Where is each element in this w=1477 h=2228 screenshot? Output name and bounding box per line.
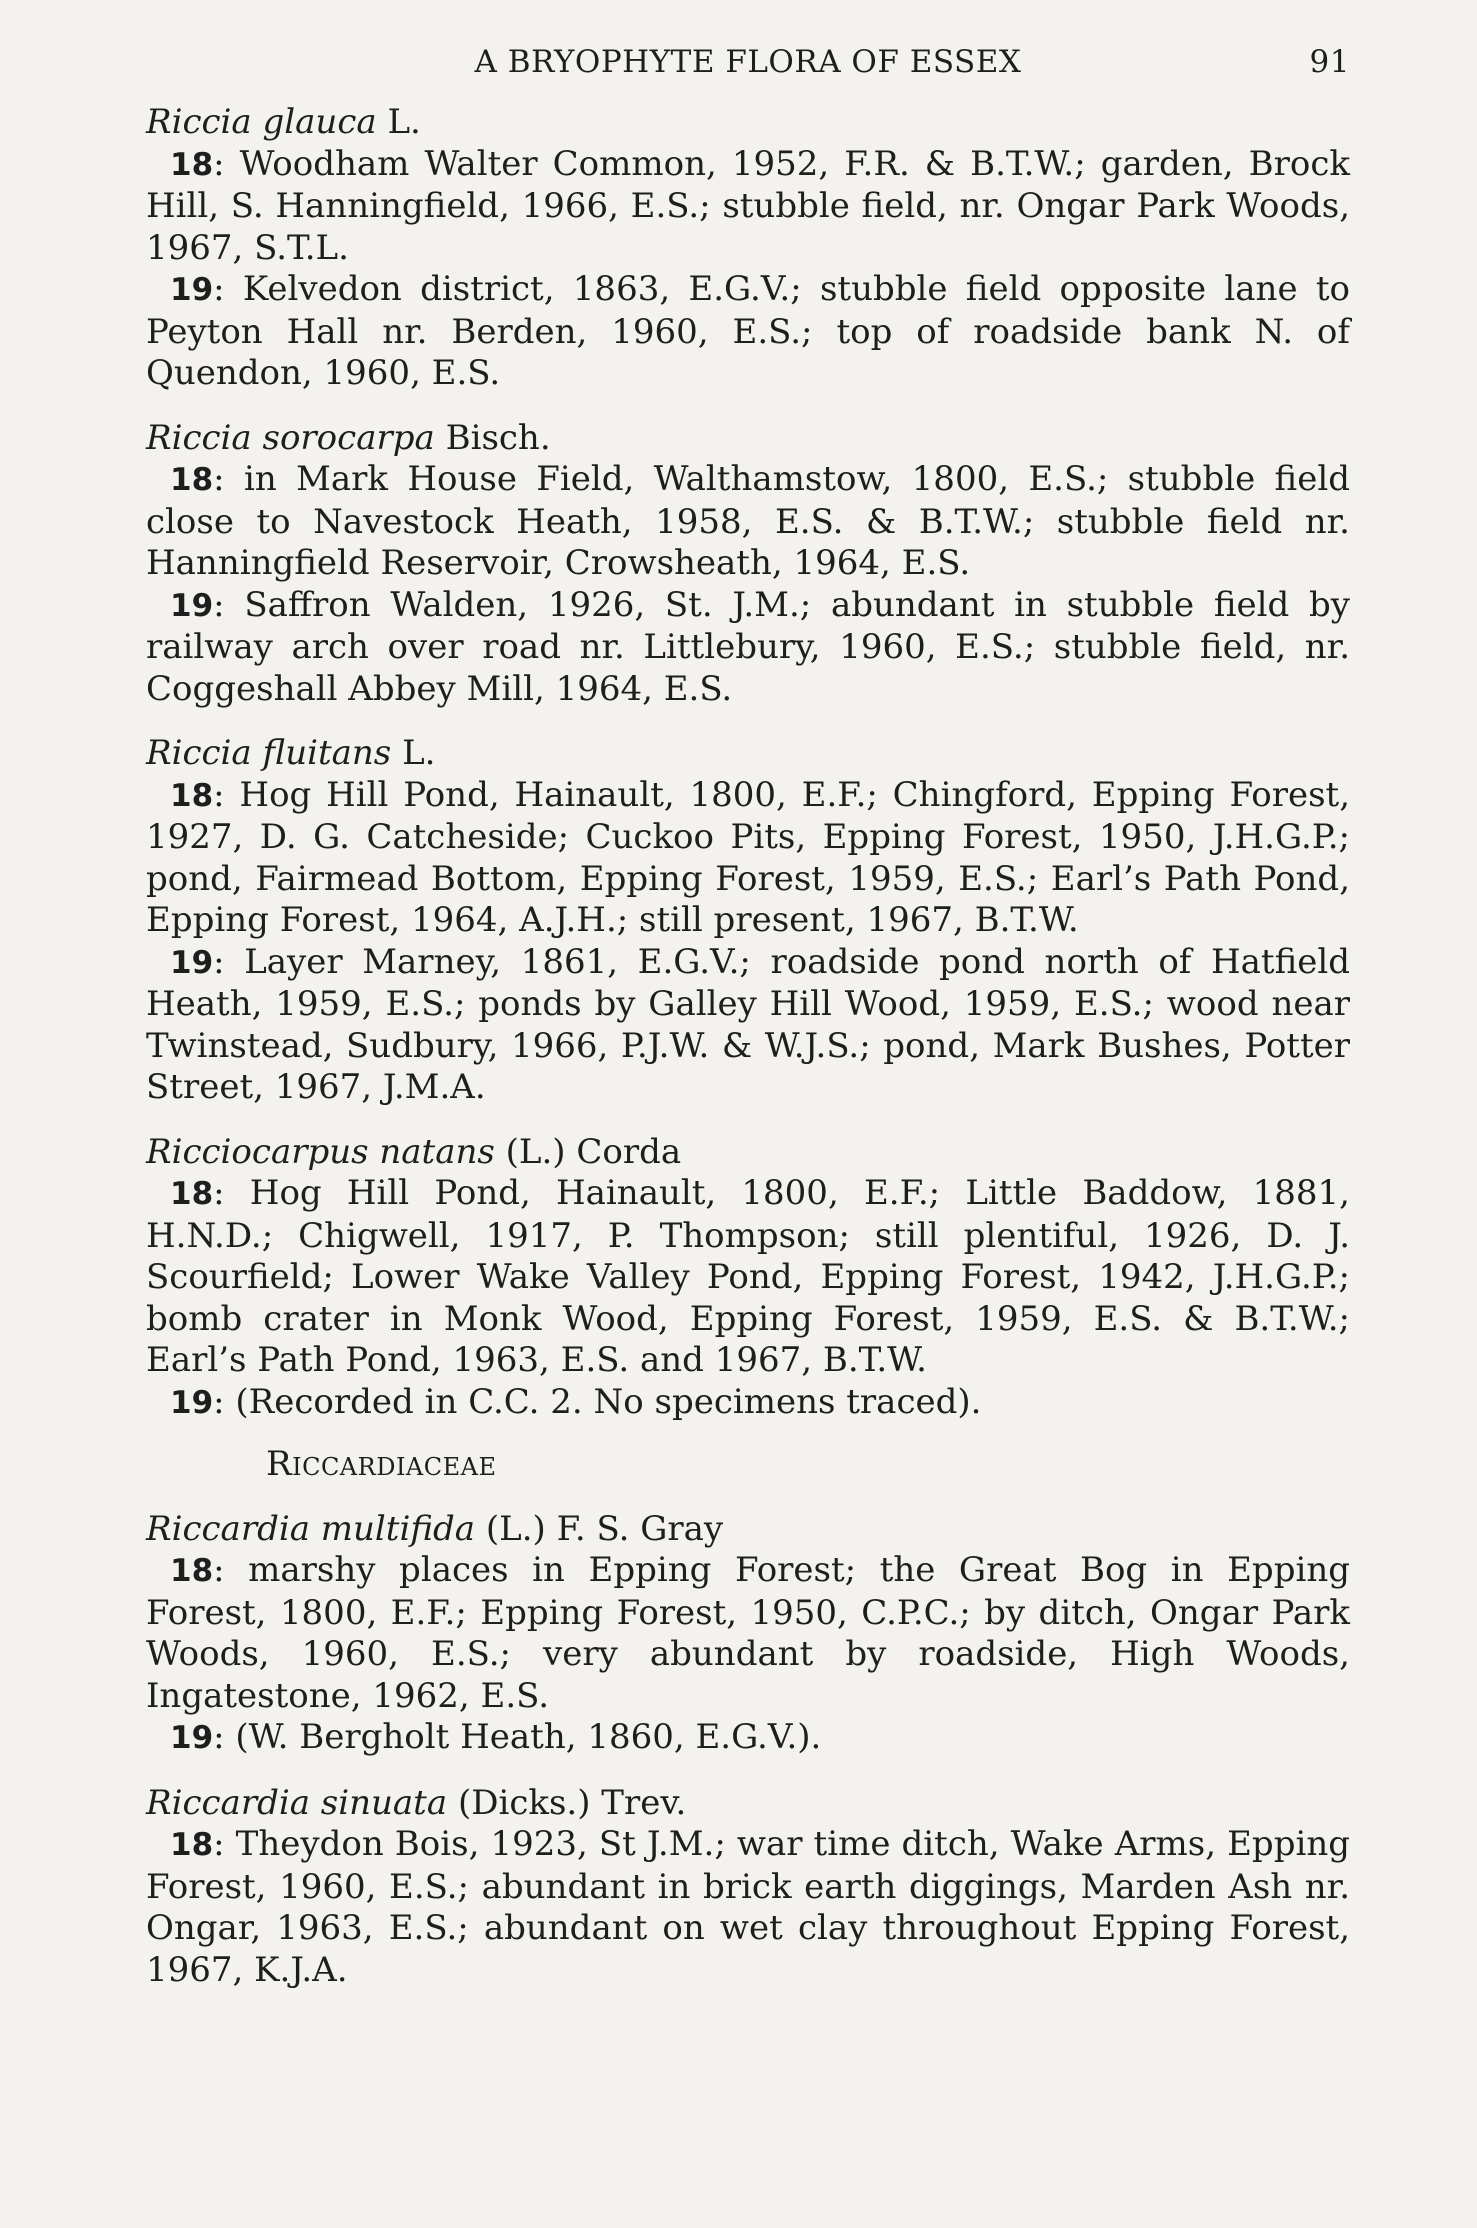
vice-county-record — [146, 775, 1350, 942]
record-text: : (Recorded in C.C. 2. No specimens traced). — [213, 1381, 982, 1422]
species-binomial: Ricciocarpus natans — [146, 1131, 495, 1172]
vice-county-record — [146, 1173, 1350, 1382]
species-heading — [146, 1132, 1350, 1174]
record-text: : Saffron Walden, 1926, St. J.M.; abundant in stubble field by railway arch over road nr. Littlebury, 1960, E.S.; stubble field, nr. Coggeshall Abbey Mill, 1964, E.S. — [146, 584, 1350, 709]
record-text: : Hog Hill Pond, Hainault, 1800, E.F.; Chingford, Epping Forest, 1927, D. G. Catcheside; Cuckoo Pits, Epping Forest, 1950, J.H.G.P.; pond, Fairmead Bottom, Epping Forest, 1959, E.S.; Earl’s Path Pond, Epping Forest, 1964, A.J.H.; still present, 1967, B.T.W. — [146, 774, 1350, 940]
species-authority: (Dicks.) Trev. — [457, 1782, 687, 1823]
vice-county-number: 18 — [170, 777, 214, 814]
species-binomial: Riccia sorocarpa — [146, 417, 435, 458]
species-heading — [146, 1509, 1350, 1551]
vice-county-record — [146, 1382, 1350, 1425]
page-body — [146, 102, 1350, 1991]
species-heading — [146, 1783, 1350, 1825]
vice-county-number: 19 — [170, 1384, 214, 1421]
vice-county-record — [146, 585, 1350, 711]
record-text: : in Mark House Field, Walthamstow, 1800, E.S.; stubble field close to Navestock Heath, 1958, E.S. & B.T.W.; stubble field nr. Hanningfield Reservoir, Crowsheath, 1964, E.S. — [146, 459, 1350, 583]
vice-county-number: 18 — [170, 1176, 214, 1212]
vice-county-record — [146, 942, 1350, 1109]
species-authority: (L.) F. S. Gray — [485, 1508, 724, 1549]
vice-county-record — [146, 459, 1350, 585]
record-text: : marshy places in Epping Forest; the Great Bog in Epping Forest, 1800, E.F.; Epping Forest, 1950, C.P.C.; by ditch, Ongar Park Woods, 1960, E.S.; very abundant by roadside, High Woods, Ingatestone, 1962, E.S. — [146, 1550, 1350, 1716]
species-binomial: Riccardia sinuata — [146, 1782, 448, 1823]
species-heading — [146, 102, 1350, 144]
species-heading — [146, 733, 1350, 775]
record-text: : Hog Hill Pond, Hainault, 1800, E.F.; Little Baddow, 1881, H.N.D.; Chigwell, 1917, P. Thompson; still plentiful, 1926, D. J. Scourfield; Lower Wake Valley Pond, Epping Forest, 1942, J.H.G.P.; bomb crater in Monk Wood, Epping Forest, 1959, E.S. & B.T.W.; Earl’s Path Pond, 1963, E.S. and 1967, B.T.W. — [146, 1173, 1350, 1380]
vice-county-number: 18 — [170, 1827, 214, 1863]
record-text: : Kelvedon district, 1863, E.G.V.; stubble field opposite lane to Peyton Hall nr. Berden, 1960, E.S.; top of roadside bank N. of Quendon, 1960, E.S. — [146, 269, 1350, 393]
record-text: : Woodham Walter Common, 1952, F.R. & B.T.W.; garden, Brock Hill, S. Hanningfield, 1966, E.S.; stubble field, nr. Ongar Park Woods, 1967, S.T.L. — [146, 143, 1350, 268]
species-authority: (L.) Corda — [505, 1131, 682, 1172]
record-text: : Theydon Bois, 1923, St J.M.; war time ditch, Wake Arms, Epping Forest, 1960, E.S.; abundant in brick earth diggings, Marden Ash nr. Ongar, 1963, E.S.; abundant on wet clay throughout Epping Forest, 1967, K.J.A. — [146, 1824, 1350, 1990]
species-authority: L. — [402, 733, 436, 773]
vice-county-number: 19 — [170, 272, 214, 308]
book-page — [146, 42, 1350, 2192]
vice-county-record — [146, 269, 1350, 395]
vice-county-number: 18 — [170, 462, 214, 498]
species-authority: Bisch. — [445, 417, 551, 458]
running-title: A BRYOPHYTE FLORA OF ESSEX — [474, 44, 1022, 80]
species-authority: L. — [387, 102, 421, 142]
species-binomial: Riccia fluitans — [146, 733, 392, 773]
vice-county-record — [146, 1717, 1350, 1760]
vice-county-record — [146, 1824, 1350, 1991]
record-text: : (W. Bergholt Heath, 1860, E.G.V.). — [213, 1717, 822, 1757]
species-binomial: Riccardia multifida — [146, 1508, 476, 1549]
vice-county-number: 18 — [170, 146, 214, 183]
vice-county-record — [146, 144, 1350, 270]
vice-county-number: 19 — [170, 1720, 214, 1756]
record-text: : Layer Marney, 1861, E.G.V.; roadside pond north of Hatfield Heath, 1959, E.S.; ponds by Galley Hill Wood, 1959, E.S.; wood near Twinstead, Sudbury, 1966, P.J.W. & W.J.S.; pond, Mark Bushes, Potter Street, 1967, J.M.A. — [146, 941, 1350, 1107]
species-binomial: Riccia glauca — [146, 102, 377, 142]
vice-county-number: 19 — [170, 944, 214, 981]
vice-county-record — [146, 1550, 1350, 1717]
family-heading: Riccardiaceae — [266, 1444, 497, 1484]
running-head — [146, 42, 1350, 102]
vice-county-number: 18 — [170, 1553, 214, 1589]
page-number: 91 — [1309, 44, 1350, 80]
species-heading — [146, 418, 1350, 460]
vice-county-number: 19 — [170, 587, 214, 624]
